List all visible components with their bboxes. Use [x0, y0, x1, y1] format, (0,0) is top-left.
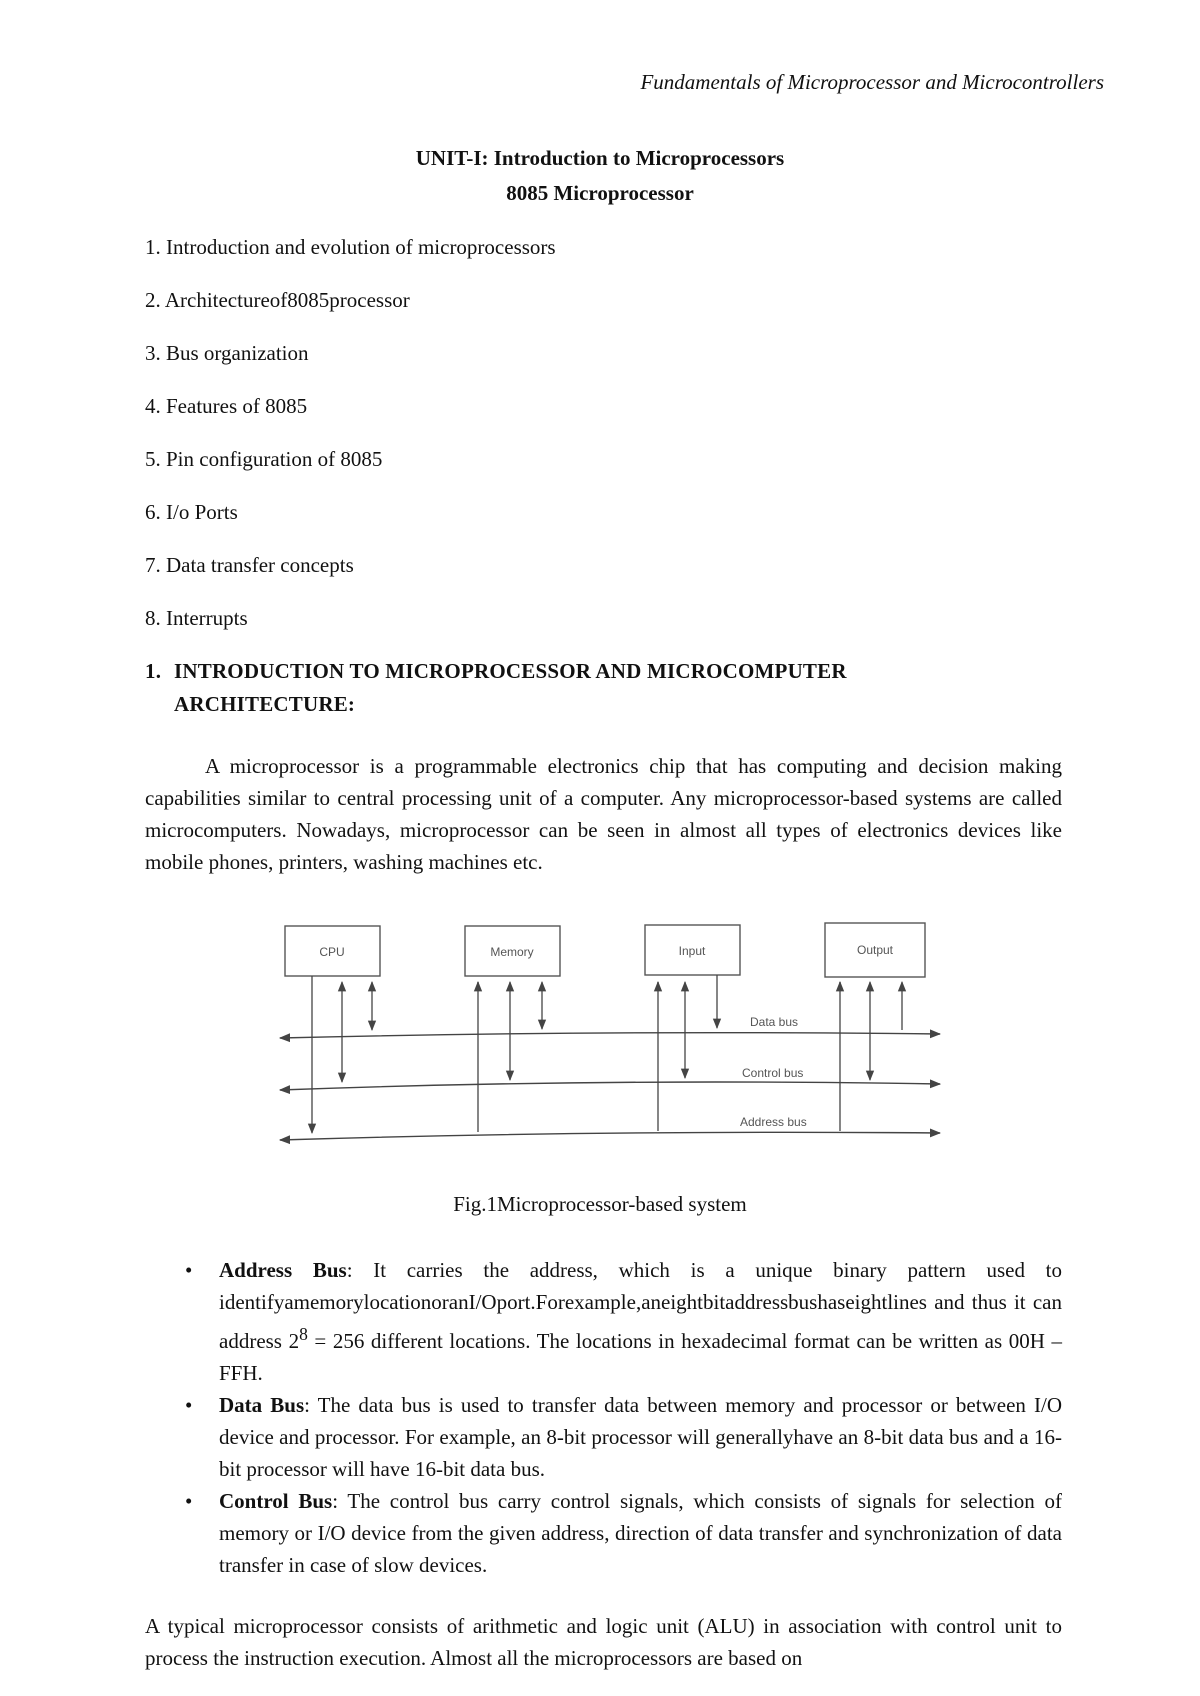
topic-item: 6. I/o Ports — [145, 500, 238, 524]
input-label: Input — [678, 944, 706, 958]
address-bus-exponent: 8 — [299, 1324, 308, 1344]
unit-title: UNIT-I: Introduction to Microprocessors — [415, 146, 785, 170]
output-label: Output — [856, 943, 894, 957]
bullet-icon: • — [185, 1393, 193, 1417]
bus-diagram-svg — [270, 918, 950, 1153]
address-bus-label: Address bus — [740, 1115, 807, 1129]
data-bus-label: Data bus — [750, 1015, 799, 1029]
memory-label: Memory — [490, 945, 534, 959]
unit-subtitle: 8085 Microprocessor — [506, 181, 694, 205]
topic-item: 7. Data transfer concepts — [145, 553, 354, 577]
topic-item: 8. Interrupts — [145, 606, 248, 630]
bullet-icon: • — [185, 1489, 193, 1513]
topic-item: 4. Features of 8085 — [145, 394, 308, 418]
control-bus-item — [145, 1485, 1062, 1581]
address-bus-line — [280, 1132, 940, 1140]
topic-item: 5. Pin configuration of 8085 — [145, 447, 383, 471]
closing-paragraph: A typical microprocessor consists of arithmetic and logic unit (ALU) in association with control unit to process the instruction execution. Almost all the microprocessors are based on — [145, 1614, 1062, 1670]
address-bus-text-cont: = 256 different locations. The locations in hexadecimal format can be written as 00H – FFH. — [219, 1329, 1062, 1385]
control-bus-term: Control Bus — [219, 1489, 333, 1513]
bus-diagram — [270, 918, 950, 1153]
topics-list — [145, 235, 556, 659]
control-bus-label: Control bus — [742, 1066, 804, 1080]
address-bus-text: : It carries the address, which is a unique binary pattern used to identifyamemorylocationoranI/Oport.Forexample,aneightbitaddressbushaseightlines and thus it can address 2 — [219, 1258, 1062, 1353]
running-header: Fundamentals of Microprocessor and Microcontrollers — [640, 70, 1104, 94]
section-heading-line1: INTRODUCTION TO MICROPROCESSOR AND MICROCOMPUTER — [174, 659, 847, 683]
data-bus-item — [145, 1389, 1062, 1485]
data-bus-text: : The data bus is used to transfer data between memory and processor or between I/O device and processor. For example, an 8-bit processor will generallyhave an 8-bit data bus and a 16-bit processor will have 16-bit data bus. — [219, 1393, 1062, 1481]
cpu-label: CPU — [319, 945, 345, 959]
section-heading — [145, 655, 1045, 721]
intro-paragraph: A microprocessor is a programmable electronics chip that has computing and decision making capabilities similar to central processing unit of a computer. Any microprocessor-based systems are called microcomputers. Nowadays, microprocessor can be seen in almost all types of electronics devices like mobile phones, printers, washing machines etc. — [145, 754, 1062, 874]
figure-caption: Fig.1Microprocessor-based system — [453, 1192, 747, 1216]
bullet-icon: • — [185, 1258, 193, 1282]
control-bus-text: : The control bus carry control signals, which consists of signals for selection of memory or I/O device from the given address, direction of data transfer and synchronization of data transfer in case of slow devices. — [219, 1489, 1062, 1577]
data-bus-term: Data Bus — [219, 1393, 305, 1417]
address-bus-term: Address Bus — [219, 1258, 347, 1282]
topic-item: 3. Bus organization — [145, 341, 309, 365]
data-bus-line — [280, 1033, 940, 1038]
control-bus-line — [280, 1082, 940, 1090]
section-heading-line2: ARCHITECTURE: — [174, 692, 356, 716]
topic-item: 1. Introduction and evolution of microprocessors — [145, 235, 556, 259]
section-number: 1. — [145, 659, 162, 683]
bus-definitions-list — [145, 1254, 1062, 1581]
address-bus-item — [145, 1254, 1062, 1389]
topic-item: 2. Architectureof8085processor — [145, 288, 410, 312]
